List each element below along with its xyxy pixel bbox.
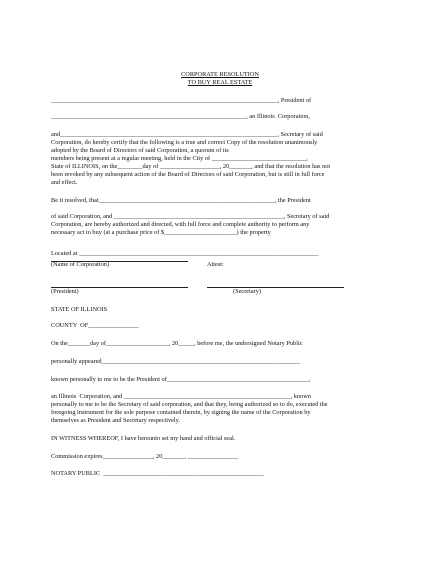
themselves-text: themselves as President and Secretary respectively.	[51, 417, 180, 424]
president-of-line: ________________________________________________________________________, President of	[51, 97, 312, 104]
known-president-line: known personally to me to be the President of_____________________________________________,	[51, 376, 311, 383]
name-of-corporation-label: (Name of Corporation)	[51, 261, 110, 268]
located-at-line: Located at ____________________________________________________________________________	[51, 250, 319, 257]
attest-label: Attest:	[207, 261, 224, 268]
personally-appeared-line: personally appeared_______________________________________________________________	[51, 358, 300, 365]
witness-whereof-text: IN WITNESS WHEREOF, I have hereunto set my hand and official seal.	[51, 435, 236, 442]
adopted-text: adopted by the Board of Directors of said Corporation, a quorum of its	[51, 147, 229, 154]
secretary-label: (Secretary)	[233, 288, 261, 295]
of-said-corporation-line: of said Corporation, and ______________________________________________________, Secretary of said	[51, 213, 330, 220]
secretary-signature-line	[207, 287, 344, 288]
president-label: (President)	[51, 288, 79, 295]
effect-text: and effect.	[51, 179, 78, 186]
illinois-corporation-known-line: an Illinois Corporation, and _____________________________________________________, known	[51, 393, 311, 400]
authorized-text: Corporation, are hereby authorized and directed, with full force and complete authority to perform any	[51, 221, 310, 228]
state-date-line: State of ILLINOIS, on the________day of ___________________, 20_______, and that the resolution has not	[51, 163, 331, 170]
revoked-text: been revoked by any subsequent action of the Board of Directors of said Corporation, but is still in full force	[51, 171, 325, 178]
secretary-line: and_____________________________________________________________________, Secretary of said	[51, 131, 323, 138]
secretary-executed-text: personally to me to be the Secretary of said corporation, and that they, being authorized so to do, executed the	[51, 401, 328, 408]
notary-state: STATE OF ILLINOIS	[51, 306, 108, 313]
meeting-city-line: members being present at a regular meeting, held in the City of ______________________________,	[51, 155, 308, 162]
illinois-corporation-line: ______________________________________________________________, an Illinois Corporation,	[51, 113, 310, 120]
notary-public-line: NOTARY PUBLIC ___________________________________________________	[51, 470, 264, 477]
resolved-line: Be it resolved, that________________________________________________________, the President	[51, 197, 311, 204]
notary-county: COUNTY OF________________	[51, 322, 139, 329]
commission-expires-line: Commission expires________________, 20_______, ________________	[51, 453, 238, 460]
notary-date-line: On the_______day of____________________, 20_____, before me, the undersigned Notary Public	[51, 340, 303, 347]
foregoing-instrument-text: foregoing instrument for the sole purpose contained therein, by signing the name of the Corporation by	[51, 409, 311, 416]
certify-text: Corporation, do hereby certify that the following is a true and correct Copy of the resolution unanimously	[51, 139, 318, 146]
purchase-price-line: necessary act to buy (at a purchase price of $_______________________) the property	[51, 229, 271, 236]
doc-title-line-1: CORPORATE RESOLUTION	[181, 71, 259, 78]
doc-title-line-2: TO BUY REAL ESTATE	[187, 79, 253, 86]
